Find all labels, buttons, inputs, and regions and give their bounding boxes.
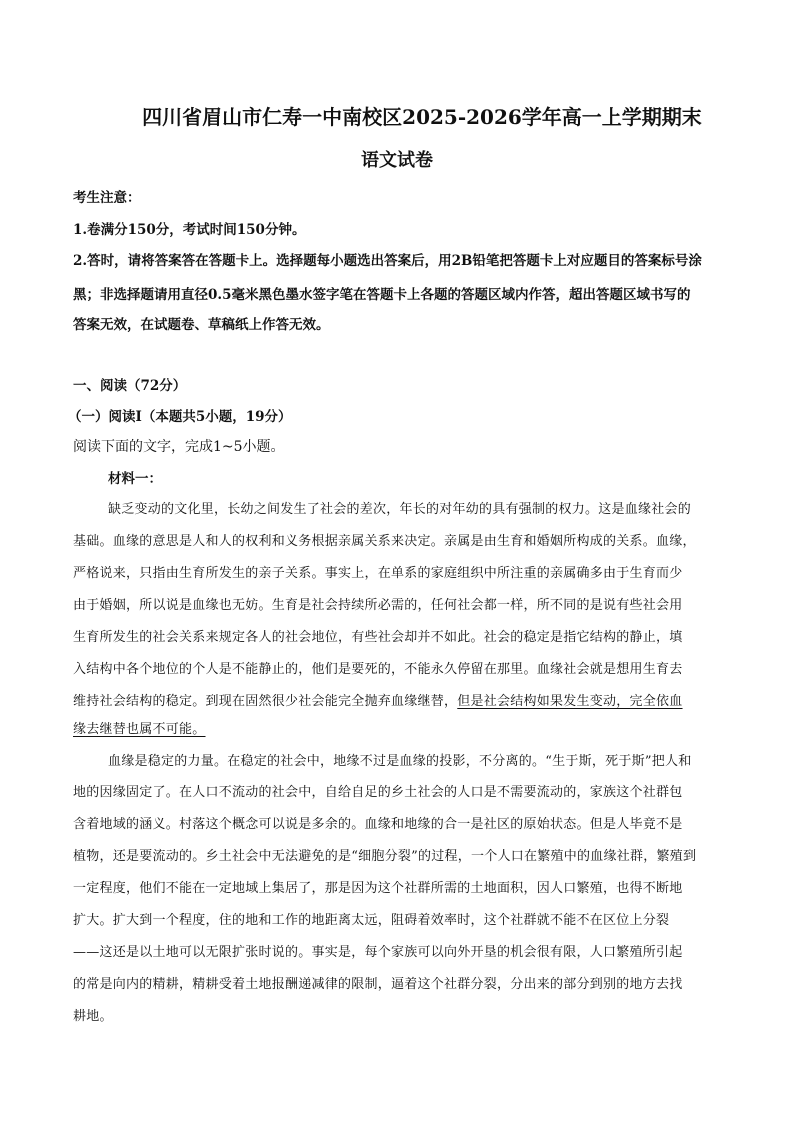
passage-text: 维持社会结构的稳定。到现在固然很少社会能完全抛弃血缘继替， (73, 694, 458, 709)
passage-line: 血缘是稳定的力量。在稳定的社会中，地缘不过是血缘的投影，不分离的。“生于斯，死于斯”把人和 (108, 754, 692, 769)
passage-line: 缺乏变动的文化里，长幼之间发生了社会的差次，年长的对年幼的具有强制的权力。这是血缘社会的 (108, 502, 692, 517)
exam-subtitle: 语文试卷 (361, 150, 433, 171)
passage-line: 生育所发生的社会关系来规定各人的社会地位，有些社会却并不如此。社会的稳定是指它结构的静止，填 (73, 630, 683, 645)
underlined-sentence: 但是社会结构如果发生变动，完全依血 (457, 694, 683, 709)
passage-line: 基础。血缘的意思是人和人的权利和义务根据亲属关系来决定。亲属是由生育和婚姻所构成的关系。血缘， (73, 534, 696, 549)
section-heading: 一、阅读（72分） (73, 378, 187, 394)
passage-line: 含着地域的涵义。村落这个概念可以说是多余的。血缘和地缘的合一是社区的原始状态。但是人毕竟不是 (73, 817, 683, 832)
passage-line: 耕地。 (73, 1009, 113, 1024)
passage-line: 地的因缘固定了。在人口不流动的社会中，自给自足的乡土社会的人口是不需要流动的，家族这个社群包 (73, 785, 683, 800)
notice-item-2-cont: 黑；非选择题请用直径0.5毫米黑色墨水签字笔在答题卡上各题的答题区域内作答，超出答题区域书写的 (73, 287, 691, 303)
passage-line: 扩大。扩大到一个程度，住的地和工作的地距离太远，阻碍着效率时，这个社群就不能不在区位上分裂 (73, 913, 670, 928)
passage-line: 一定程度，他们不能在一定地域上集居了，那是因为这个社群所需的土地面积，因人口繁殖，也得不断地 (73, 881, 683, 896)
passage-line: 的常是向内的精耕，精耕受着土地报酬递减律的限制，逼着这个社群分裂，分出来的部分到别的地方去找 (73, 977, 683, 992)
passage-line: ——这还是以土地可以无限扩张时说的。事实是，每个家族可以向外开垦的机会很有限，人口繁殖所引起 (73, 945, 683, 960)
underlined-sentence-cont: 缘去继替也属不可能。 (73, 722, 206, 737)
passage-line: 严格说来，只指由生育所发生的亲子关系。事实上，在单系的家庭组织中所注重的亲属确多由于生育而少 (73, 566, 683, 581)
notice-item-2-end: 答案无效，在试题卷、草稿纸上作答无效。 (73, 317, 330, 333)
subsection-heading: （一）阅读Ⅰ（本题共5小题，19分） (68, 409, 292, 425)
exam-title: 四川省眉山市仁寿一中南校区2025-2026学年高一上学期期末 (142, 105, 702, 129)
passage-line (73, 690, 733, 709)
notice-heading: 考生注意： (73, 190, 141, 206)
reading-instruction: 阅读下面的文字，完成1~5小题。 (73, 439, 285, 455)
notice-item-1: 1.卷满分150分，考试时间150分钟。 (73, 222, 306, 238)
passage-line (73, 718, 733, 737)
passage-line: 植物，还是要流动的。乡土社会中无法避免的是“细胞分裂”的过程，一个人口在繁殖中的血缘社群，繁殖到 (73, 849, 697, 864)
passage-line: 由于婚姻，所以说是血缘也无妨。生育是社会持续所必需的，任何社会都一样，所不同的是说有些社会用 (73, 598, 683, 613)
notice-item-2: 2.答时，请将答案答在答题卡上。选择题每小题选出答案后，用2B铅笔把答题卡上对应题目的答案标号涂 (73, 253, 702, 269)
passage-line: 入结构中各个地位的个人是不能静止的，他们是要死的，不能永久停留在那里。血缘社会就是想用生育去 (73, 662, 683, 677)
material-label: 材料一： (108, 471, 162, 487)
